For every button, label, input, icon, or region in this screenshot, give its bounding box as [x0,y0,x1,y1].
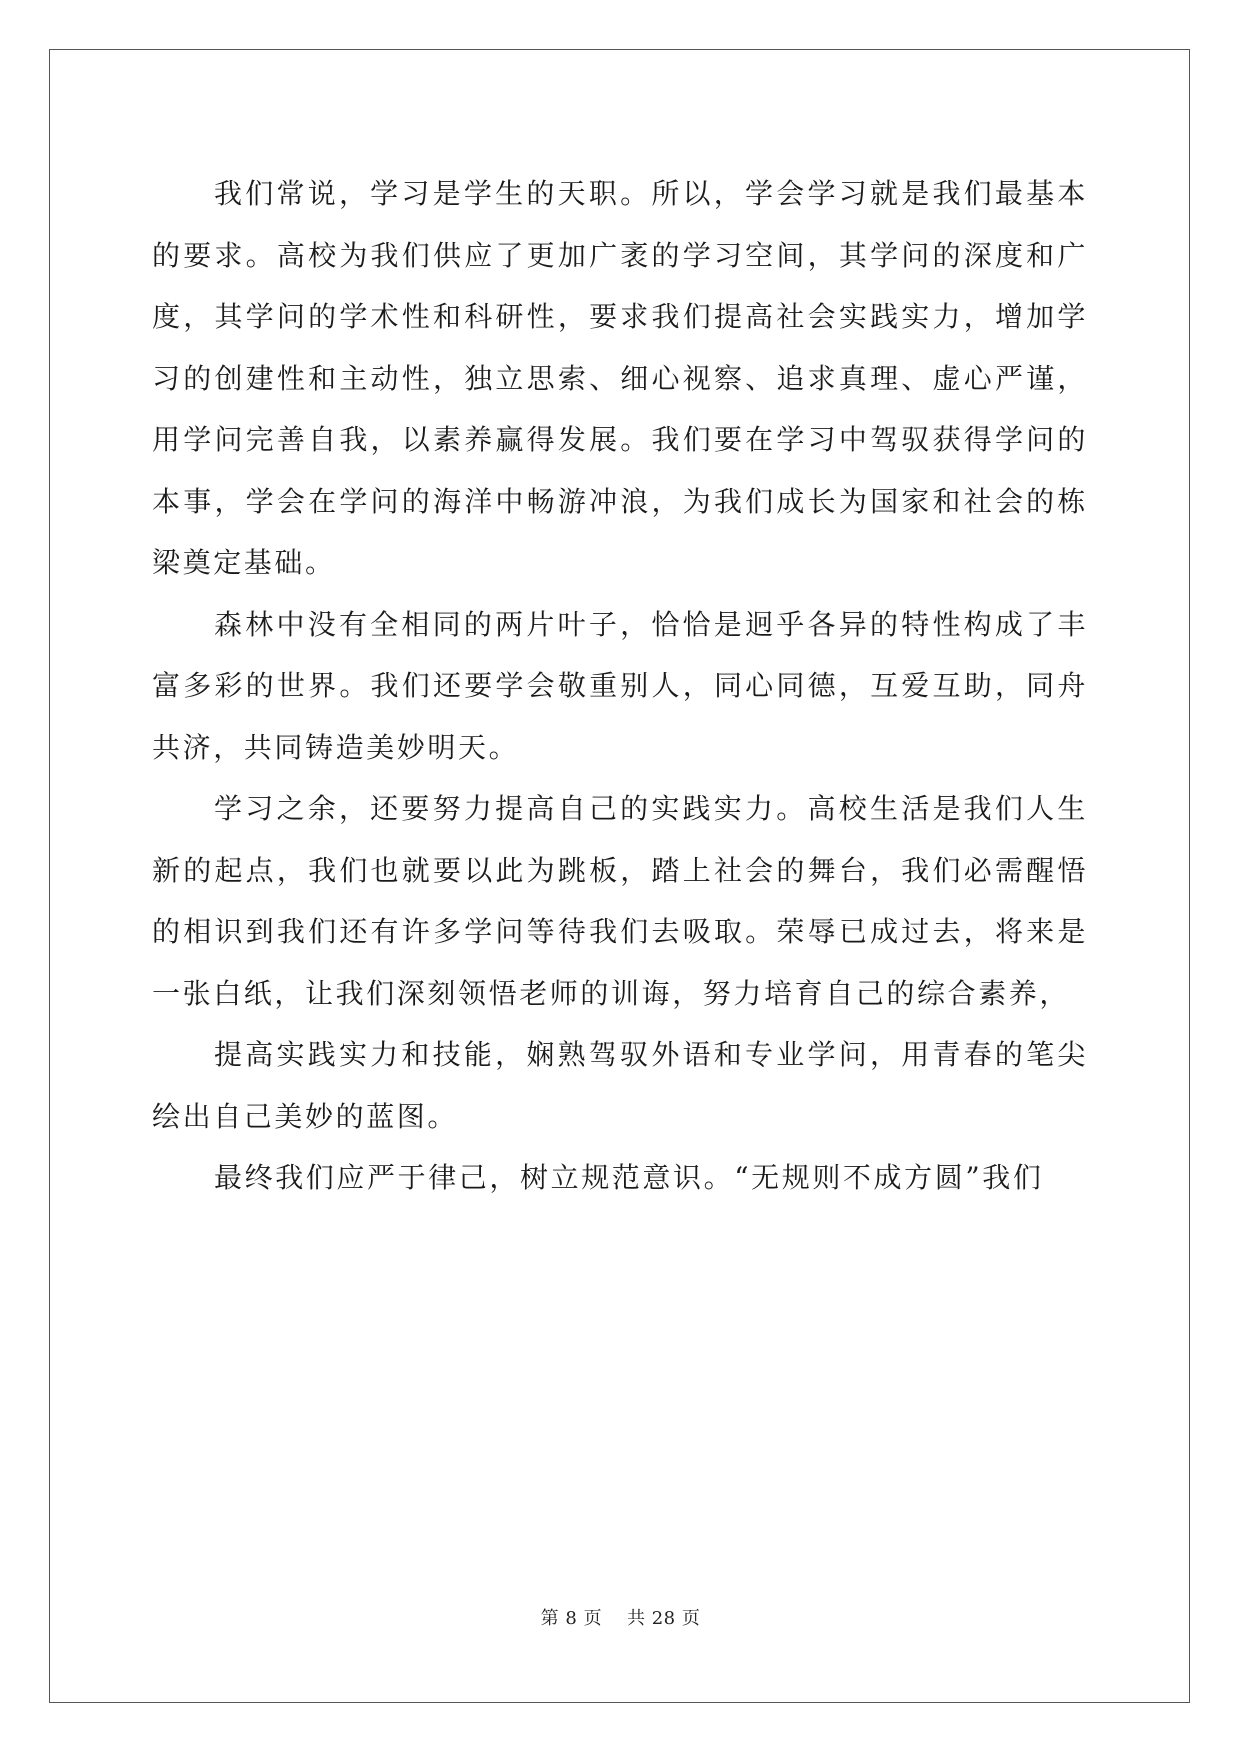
paragraph-2: 森林中没有全相同的两片叶子，恰恰是迥乎各异的特性构成了丰富多彩的世界。我们还要学会敬重别人，同心同德，互爱互助，同舟共济，共同铸造美妙明天。 [152,607,1088,764]
paragraph-4: 提高实践实力和技能，娴熟驾驭外语和专业学问，用青春的笔尖绘出自己美妙的蓝图。 [152,1038,1088,1133]
page-number: 第 8 页 [540,1608,603,1629]
paragraph-1: 我们常说，学习是学生的天职。所以，学会学习就是我们最基本的要求。高校为我们供应了更加广袤的学习空间，其学问的深度和广度，其学问的学术性和科研性，要求我们提高社会实践实力，增加学习的创建性和主动性，独立思索、细心视察、追求真理、虚心严谨，用学问完善自我，以素养赢得发展。我们要在学习中驾驭获得学问的本事，学会在学问的海洋中畅游冲浪，为我们成长为国家和社会的栋梁奠定基础。 [152,177,1088,579]
page-footer [0,1604,1241,1630]
page-total: 共 28 页 [626,1608,701,1629]
paragraph-5: 最终我们应严于律己，树立规范意识。“无规则不成方圆”我们 [214,1161,1044,1194]
document-body [152,163,1088,1209]
paragraph-3: 学习之余，还要努力提高自己的实践实力。高校生活是我们人生新的起点，我们也就要以此为跳板，踏上社会的舞台，我们必需醒悟的相识到我们还有许多学问等待我们去吸取。荣辱已成过去，将来是一张白纸，让我们深刻领悟老师的训诲，努力培育自己的综合素养， [152,792,1088,1010]
